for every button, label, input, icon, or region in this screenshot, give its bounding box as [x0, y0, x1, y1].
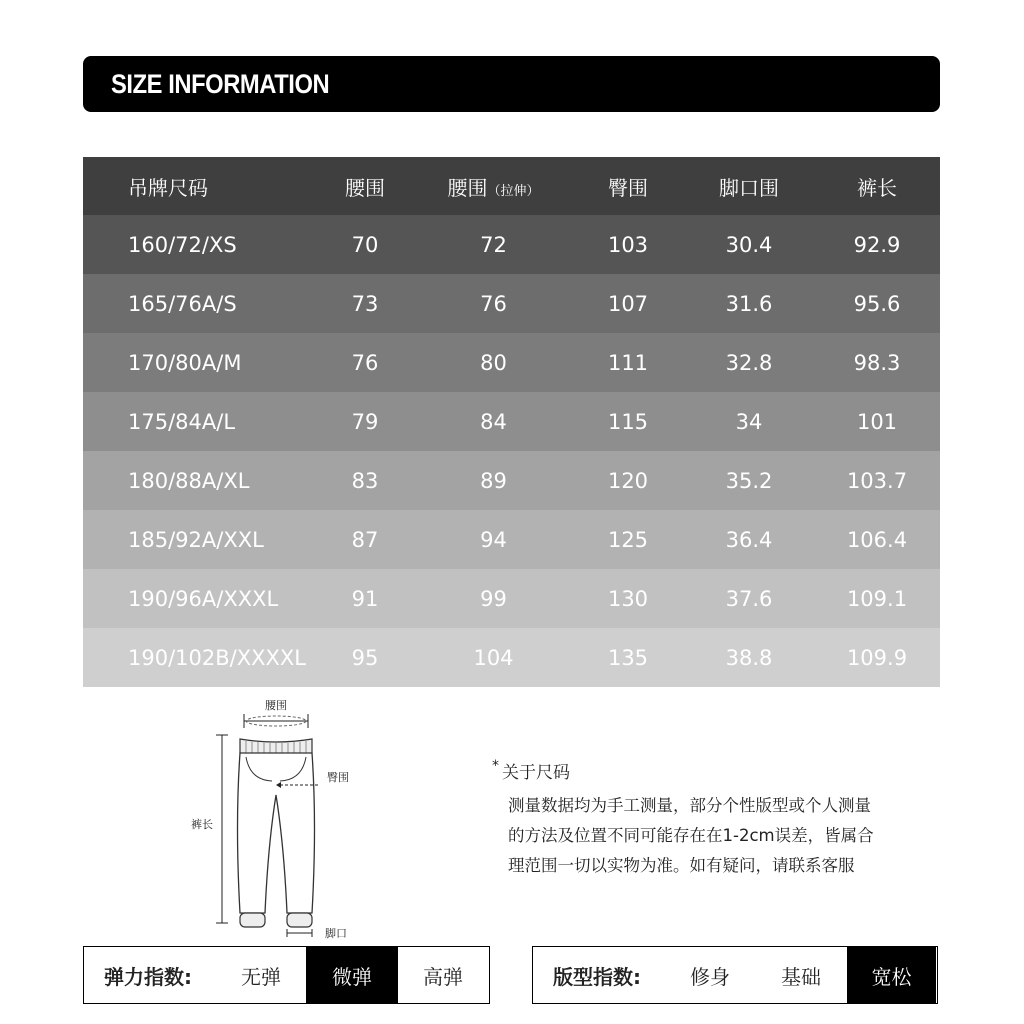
elasticity-option: 无弹 — [241, 964, 281, 989]
cell-waist: 87 — [351, 527, 379, 552]
pants-diagram — [180, 695, 360, 940]
cell-hem: 31.6 — [725, 291, 773, 316]
hem-label: 脚口 — [325, 927, 347, 940]
cell-hip: 107 — [607, 291, 649, 316]
cell-waist: 91 — [351, 586, 379, 611]
header-length: 裤长 — [814, 157, 940, 215]
note-heading — [492, 758, 932, 783]
fit-label: 版型指数: — [553, 964, 641, 989]
note-star: * — [492, 758, 499, 774]
note-title: 关于尺码 — [502, 763, 570, 783]
left-cuff — [240, 913, 265, 927]
header-waist-stretched-label: 腰围 — [447, 175, 488, 200]
size-note — [492, 758, 932, 881]
cell-hem: 34 — [735, 409, 763, 434]
cell-hip: 120 — [607, 468, 649, 493]
header-hem: 脚口围 — [684, 157, 814, 215]
cell-waist: 76 — [351, 350, 379, 375]
table-row — [83, 451, 940, 510]
cell-hip: 125 — [607, 527, 649, 552]
cell-waist: 70 — [351, 232, 379, 257]
cell-length: 95.6 — [853, 291, 901, 316]
cell-tag-size: 170/80A/M — [128, 350, 242, 375]
cell-hip: 103 — [607, 232, 649, 257]
cell-hem: 37.6 — [725, 586, 773, 611]
cell-tag-size: 160/72/XS — [128, 232, 237, 257]
cell-waist-stretched: 84 — [480, 409, 507, 434]
cell-waist: 73 — [351, 291, 379, 316]
waist-label: 腰围 — [265, 699, 287, 712]
table-row — [83, 274, 940, 333]
cell-hem: 36.4 — [725, 527, 773, 552]
cell-length: 92.9 — [853, 232, 901, 257]
size-table — [83, 157, 940, 687]
cell-tag-size: 175/84A/L — [128, 409, 236, 434]
table-row — [83, 392, 940, 451]
table-body — [83, 215, 940, 687]
cell-hip: 115 — [607, 409, 649, 434]
stretch-note: （拉伸） — [487, 183, 540, 199]
cell-length: 109.9 — [846, 645, 908, 670]
cell-hem: 35.2 — [725, 468, 773, 493]
table-row — [83, 333, 940, 392]
header-tag-size: 吊牌尺码 — [83, 157, 315, 215]
header-waist-stretched — [415, 157, 572, 215]
cell-length: 109.1 — [846, 586, 908, 611]
cell-hip: 111 — [607, 350, 649, 375]
right-cuff — [287, 913, 312, 927]
table-row — [83, 569, 940, 628]
page-title: SIZE INFORMATION — [111, 68, 330, 99]
header-waist: 腰围 — [315, 157, 415, 215]
cell-waist: 95 — [351, 645, 379, 670]
cell-tag-size: 190/102B/XXXXL — [128, 645, 306, 670]
elasticity-index — [83, 946, 490, 1004]
hip-label: 臀围 — [327, 771, 349, 784]
cell-waist-stretched: 104 — [473, 645, 514, 670]
cell-hip: 130 — [607, 586, 649, 611]
cell-waist: 83 — [351, 468, 379, 493]
header-hip: 臀围 — [572, 157, 684, 215]
cell-waist-stretched: 99 — [480, 586, 507, 611]
note-line: 测量数据均为手工测量，部分个性版型或个人测量 — [508, 796, 871, 815]
fit-option: 基础 — [781, 964, 821, 989]
cell-waist-stretched: 89 — [480, 468, 507, 493]
cell-tag-size: 185/92A/XXL — [128, 527, 264, 552]
fit-option: 修身 — [690, 964, 730, 989]
cell-tag-size: 190/96A/XXXL — [128, 586, 279, 611]
table-header-row — [83, 157, 940, 215]
cell-hem: 38.8 — [725, 645, 773, 670]
cell-length: 101 — [856, 409, 898, 434]
title-bar — [83, 56, 940, 112]
cell-tag-size: 180/88A/XL — [128, 468, 250, 493]
elasticity-option: 微弹 — [306, 947, 398, 1003]
cell-waist-stretched: 76 — [480, 291, 507, 316]
table-row — [83, 215, 940, 274]
fit-option: 宽松 — [847, 947, 936, 1003]
cell-length: 98.3 — [853, 350, 901, 375]
cell-hip: 135 — [607, 645, 649, 670]
cell-waist-stretched: 80 — [480, 350, 507, 375]
cell-tag-size: 165/76A/S — [128, 291, 237, 316]
table-row — [83, 510, 940, 569]
length-label: 裤长 — [191, 818, 213, 831]
note-body — [492, 791, 932, 881]
table-row — [83, 628, 940, 687]
note-line: 理范围一切以实物为准。如有疑问，请联系客服 — [508, 856, 855, 875]
cell-hem: 32.8 — [725, 350, 773, 375]
pants-body — [238, 753, 315, 913]
cell-length: 106.4 — [846, 527, 908, 552]
cell-hem: 30.4 — [725, 232, 773, 257]
fit-index — [532, 946, 938, 1004]
elasticity-option: 高弹 — [423, 964, 463, 989]
cell-length: 103.7 — [846, 468, 908, 493]
elasticity-label: 弹力指数: — [104, 964, 192, 989]
cell-waist-stretched: 94 — [480, 527, 507, 552]
cell-waist-stretched: 72 — [480, 232, 507, 257]
cell-waist: 79 — [351, 409, 379, 434]
note-line: 的方法及位置不同可能存在在1-2cm误差，皆属合 — [508, 826, 874, 845]
